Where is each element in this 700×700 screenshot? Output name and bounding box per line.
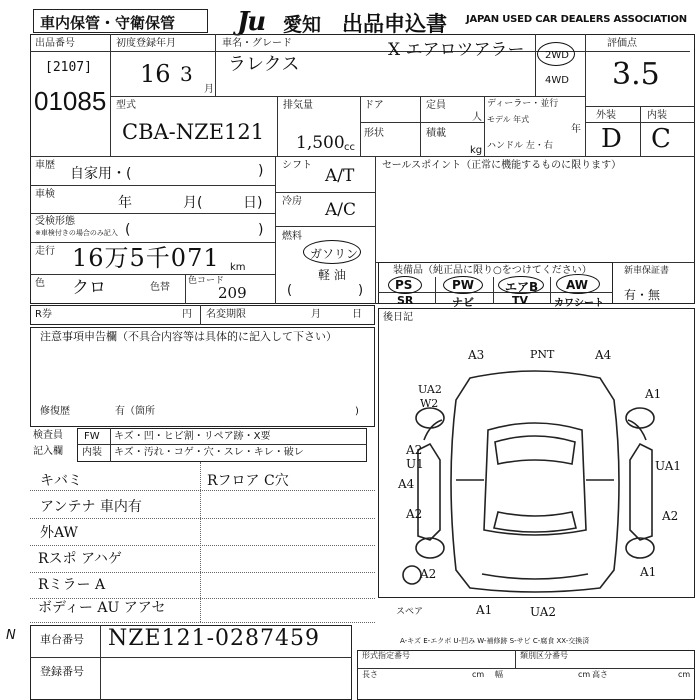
displacement-unit: cc (344, 142, 355, 153)
lot-label: 出品番号 (35, 38, 75, 49)
spare-label: スペア (396, 607, 424, 617)
mileage-value: 16万5千071 (72, 244, 220, 272)
shift-label: シフト (282, 160, 312, 171)
mark-a2-mid: A2 (406, 507, 423, 521)
dealer-label: ディーラー・並行 (487, 99, 559, 109)
equip-pw: PW (452, 278, 475, 292)
mark-u1: U1 (406, 457, 424, 471)
mark-a3: A3 (468, 348, 485, 362)
mileage-unit: km (230, 262, 246, 273)
vehicle-name-label: 車名・グレード (222, 38, 292, 49)
recycle-label: R券 (35, 309, 52, 320)
ju-logo: Ju (237, 7, 265, 37)
inspector-row1: キズ・凹・ヒビ割・リペア跡・X要 (114, 431, 271, 442)
color-code-label: 色コード (188, 276, 225, 286)
inspector-label: 検査員 (33, 430, 63, 441)
equip-navi: ナビ (452, 296, 474, 309)
note-extra: Rフロア C穴 (207, 473, 289, 489)
displacement-value: 1,500 (296, 133, 345, 153)
registration-month: 3 (180, 62, 193, 86)
model-label: 型式 (116, 100, 136, 111)
equip-airbag-circle (498, 276, 544, 294)
note-6: ボディー AU アアセ (38, 600, 166, 616)
mark-a4-left: A4 (398, 477, 415, 491)
repair-label: 修復歴 (40, 406, 70, 417)
ac-label: 冷房 (282, 196, 302, 207)
mileage-label: 走行 (35, 246, 55, 257)
equip-ps: PS (395, 278, 413, 292)
warranty-label: 新車保証書 (624, 266, 670, 276)
equip-aw-circle (556, 274, 600, 294)
mark-a1-right: A1 (645, 387, 662, 401)
fuel-diesel: 軽 油 (318, 268, 346, 282)
drive-2wd: 2WD (545, 50, 569, 61)
color-value: クロ (72, 278, 106, 298)
mark-pnt: PNT (530, 348, 555, 361)
sales-point-label: セールスポイント（正常に機能するものに限ります） (382, 160, 622, 171)
mark-a2-left: A2 (406, 443, 423, 457)
model-value: CBA-NZE121 (122, 120, 265, 144)
inspection-label: 車検 (35, 189, 55, 200)
rating-interior: C (651, 124, 671, 154)
registration-label: 初度登録年月 (116, 38, 176, 49)
hold-label-box (33, 9, 208, 33)
mark-ua1: UA1 (655, 459, 682, 473)
drive-4wd: 4WD (545, 75, 569, 86)
ac-value: A/C (325, 200, 357, 220)
rating-interior-label: 内装 (647, 110, 667, 121)
load-label: 積載 (426, 128, 446, 139)
fuel-label: 燃料 (282, 231, 302, 242)
inspector-row2: キズ・汚れ・コゲ・穴・スレ・キレ・破レ (114, 447, 304, 458)
reg-number-label: 登録番号 (40, 665, 84, 678)
rating-exterior-label: 外装 (596, 110, 616, 121)
recycle-row (30, 305, 375, 325)
history-label: 車歴 (35, 160, 55, 171)
hold-label: 車内保管・守衛保管 (40, 14, 176, 32)
rating-score: 3.5 (612, 57, 660, 92)
chassis-prefix: N (6, 628, 16, 643)
capacity-label: 定員 (426, 100, 446, 111)
damage-legend: A-キズ E-エクボ U-凹み W-補修跡 S-サビ C-腐食 XX-交換済 (400, 637, 590, 645)
mark-w2: W2 (420, 397, 439, 410)
vehicle-name: ラレクス (228, 54, 300, 75)
form-title: 出品申込書 (342, 12, 447, 36)
note-5: Rミラー A (38, 577, 106, 593)
note-1: キバミ (40, 473, 82, 489)
note-4: Rスポ アハゲ (38, 551, 122, 567)
load-unit: kg (470, 145, 483, 156)
mark-a2-bottom: A2 (420, 567, 437, 581)
mark-a4-top: A4 (595, 348, 612, 362)
name-change-label: 名変期限 (206, 309, 246, 320)
color-change-label: 色替 (150, 282, 170, 293)
receipt-label: 受検形態 (35, 216, 75, 227)
form-subtitle: JAPAN USED CAR DEALERS ASSOCIATION (466, 14, 687, 25)
door-label: ドア (364, 100, 384, 111)
rating-exterior: D (601, 124, 622, 154)
model-year-label: モデル 年式 (487, 115, 530, 124)
chassis-label: 車台番号 (40, 633, 84, 646)
shift-value: A/T (325, 166, 355, 186)
equip-leather: カワシート (554, 298, 604, 309)
registration-month-unit: 月 (204, 84, 214, 95)
mark-a1-bottom-right: A1 (640, 565, 657, 579)
displacement-label: 排気量 (283, 100, 313, 111)
equip-airbag: エアB (505, 280, 539, 294)
warranty-value: 有・無 (624, 288, 661, 302)
model-year-unit: 年 (571, 124, 581, 135)
notes-label: 注意事項申告欄（不具合内容等は具体的に記入して下さい） (40, 330, 337, 343)
rating-label: 評価点 (607, 38, 637, 49)
color-code: 209 (218, 284, 247, 302)
mark-a1-bottom: A1 (476, 603, 493, 617)
car-diagram (400, 360, 670, 600)
mark-a2-right: A2 (662, 509, 679, 523)
shape-label: 形状 (364, 128, 384, 139)
lot-code: [2107] (45, 60, 92, 75)
mark-ua2: UA2 (418, 383, 442, 396)
color-label: 色 (35, 278, 45, 289)
org-name: 愛知 (283, 14, 322, 36)
equip-sr: SR (397, 294, 414, 307)
note-2: アンテナ 車内有 (40, 499, 142, 515)
equip-aw: AW (566, 278, 588, 292)
chassis-value: NZE121-0287459 (108, 626, 320, 651)
repair-value: 有（箇所 (115, 406, 155, 417)
fuel-gasoline: ガソリン (310, 247, 359, 261)
capacity-unit: 人 (472, 112, 482, 123)
lot-number: 01085 (34, 86, 107, 116)
registration-year: 16 (140, 60, 171, 88)
equip-ps-circle (388, 276, 422, 294)
handle-label: ハンドル 左・右 (487, 141, 553, 151)
later-notes-label: 後日記 (383, 312, 413, 323)
mark-ua2-bottom: UA2 (530, 605, 557, 619)
equip-pw-circle (443, 276, 483, 294)
history-value: 自家用・( (70, 166, 132, 182)
equip-tv: TV (512, 294, 529, 307)
vehicle-grade: X エアロツアラー (388, 40, 525, 60)
equipment-label: 装備品（純正品に限り○をつけてください） (393, 265, 592, 276)
note-3: 外AW (40, 525, 78, 541)
